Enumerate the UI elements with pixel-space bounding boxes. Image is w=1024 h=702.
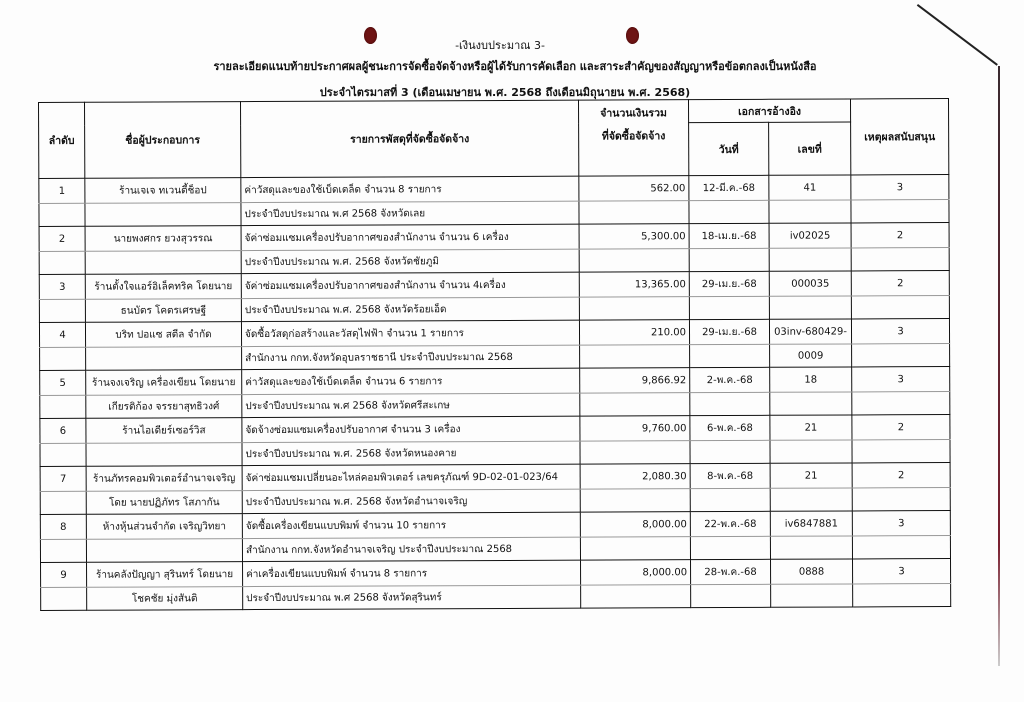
ref-date-cont xyxy=(690,536,770,559)
vendor-name: ร้านภัทรคอมพิวเตอร์อำนาจเจริญ xyxy=(86,466,242,492)
reason-code-cont xyxy=(853,584,951,607)
col-header-vendor: ชื่อผู้ประกอบการ xyxy=(85,102,241,179)
item-description: ค่าวัสดุและของใช้เบ็ดเตล็ด จำนวน 6 รายการ xyxy=(242,368,580,394)
item-description-cont: ประจำปีงบประมาณ พ.ศ. 2568 จังหวัดหนองคาย xyxy=(242,441,580,465)
vendor-name-cont: เกียรติก้อง จรรยาสุทธิวงศ์ xyxy=(86,395,242,419)
amount-cont xyxy=(579,249,689,272)
col-header-reason: เหตุผลสนับสนุน xyxy=(850,99,948,175)
ref-date: 2-พ.ค.-68 xyxy=(690,367,770,392)
ref-number-cont xyxy=(771,584,853,607)
vendor-name: ร้านตั้งใจแอร์อิเล็คทริค โดยนาย xyxy=(85,274,241,300)
ref-date: 22-พ.ค.-68 xyxy=(690,511,770,536)
col-header-items: รายการพัสดุที่จัดซื้อจัดจ้าง xyxy=(241,100,579,177)
reason-code: 2 xyxy=(851,223,949,248)
reason-code-cont xyxy=(851,200,949,223)
row-number: 3 xyxy=(39,274,85,299)
amount: 562.00 xyxy=(579,176,689,201)
col-header-no: ลำดับ xyxy=(39,102,85,178)
reason-code-cont xyxy=(852,488,950,511)
reason-code-cont xyxy=(851,248,949,271)
item-description: จัค่าซ่อมแซมเปลี่ยนอะไหล่คอมพิวเตอร์ เลขครุภัณฑ์ 9D-02-01-023/64 xyxy=(242,464,580,490)
ref-date: 6-พ.ค.-68 xyxy=(690,415,770,440)
reason-code: 3 xyxy=(852,511,950,536)
vendor-name-cont xyxy=(86,347,242,371)
item-description: จัดจ้างซ่อมแซมเครื่องปรับอากาศ จำนวน 3 เครื่อง xyxy=(242,416,580,442)
ref-number-cont xyxy=(769,200,851,223)
amount-cont xyxy=(580,393,690,416)
ref-number: 41 xyxy=(769,175,851,200)
ref-number: 03inv-680429- xyxy=(769,319,851,344)
row-number-cont xyxy=(39,251,85,274)
vendor-name-cont xyxy=(86,443,242,467)
ref-number-cont xyxy=(769,296,851,319)
ref-date: 29-เม.ย.-68 xyxy=(689,319,769,344)
row-number: 5 xyxy=(40,370,86,395)
col-header-date: วันที่ xyxy=(689,122,769,175)
ref-number-cont xyxy=(770,488,852,511)
ref-date: 12-มี.ค.-68 xyxy=(689,175,769,200)
ref-number: 0888 xyxy=(771,559,853,584)
ref-date-cont xyxy=(691,584,771,607)
reason-code: 3 xyxy=(852,367,950,392)
row-number-cont xyxy=(41,587,87,610)
amount-cont xyxy=(580,537,690,560)
ref-date-cont xyxy=(690,344,770,367)
reason-code-cont xyxy=(852,536,950,559)
row-number: 8 xyxy=(40,514,86,539)
amount-cont xyxy=(580,345,690,368)
row-number: 4 xyxy=(39,322,85,347)
amount-cont xyxy=(580,441,690,464)
row-number-cont xyxy=(40,347,86,370)
ref-number: 21 xyxy=(770,415,852,440)
item-description: จัดซื้อวัสดุก่อสร้างและวัสดุไฟฟ้า จำนวน 1 รายการ xyxy=(241,320,579,346)
item-description-cont: ประจำปีงบประมาณ พ.ศ. 2568 จังหวัดร้อยเอ็ด xyxy=(241,297,579,321)
col-header-number: เลขที่ xyxy=(769,122,851,175)
ref-number-cont xyxy=(770,440,852,463)
ref-number-cont: 0009 xyxy=(770,344,852,367)
amount: 8,000.00 xyxy=(580,512,690,537)
amount-cont xyxy=(579,297,689,320)
vendor-name: ร้านเจเจ ทเวนตี้ช็อป xyxy=(85,178,241,204)
amount: 5,300.00 xyxy=(579,224,689,249)
ref-date-cont xyxy=(690,440,770,463)
col-header-ref-docs: เอกสารอ้างอิง xyxy=(688,99,850,123)
vendor-name-cont: โดย นายปฏิภัทร โสภากัน xyxy=(86,491,242,515)
reason-code: 3 xyxy=(851,319,949,344)
item-description: ค่าเครื่องเขียนแบบพิมพ์ จำนวน 8 รายการ xyxy=(243,560,581,586)
row-number-cont xyxy=(40,443,86,466)
ref-number: iv02025 xyxy=(769,223,851,248)
amount-header-line2: ที่จัดซื้อจัดจ้าง xyxy=(601,130,666,143)
row-number-cont xyxy=(40,491,86,514)
document-title: รายละเอียดแนบท้ายประกาศผลผู้ชนะการจัดซื้อจัดจ้างหรือผู้ได้รับการคัดเลือก และสาระสำคัญของสัญญาหรือข้อตกลงเป็นหนังสือ xyxy=(213,60,817,73)
item-description: จัค่าซ่อมแซมเครื่องปรับอากาศของสำนักงาน จำนวน 4เครื่อง xyxy=(241,272,579,298)
ref-date-cont xyxy=(690,392,770,415)
ref-number: 21 xyxy=(770,463,852,488)
ref-date-cont xyxy=(690,488,770,511)
amount: 13,365.00 xyxy=(579,272,689,297)
col-header-amount xyxy=(578,100,688,176)
item-description-cont: ประจำปีงบประมาณ พ.ศ. 2568 จังหวัดอำนาจเจริญ xyxy=(242,489,580,513)
vendor-name: ร้านคลังปัญญา สุรินทร์ โดยนาย xyxy=(87,562,243,588)
row-number-cont xyxy=(40,395,86,418)
amount-cont xyxy=(581,585,691,608)
row-number-cont xyxy=(39,299,85,322)
ref-date-cont xyxy=(689,248,769,271)
vendor-name: บริท ปอแซ สตีล จำกัด xyxy=(85,322,241,348)
ref-date-cont xyxy=(689,296,769,319)
vendor-name: นายพงศกร ยวงสุวรรณ xyxy=(85,226,241,252)
ref-number: 000035 xyxy=(769,271,851,296)
row-number-cont xyxy=(40,539,86,562)
vendor-name-cont: โชคชัย มุ่งสันติ xyxy=(87,587,243,611)
amount: 8,000.00 xyxy=(581,560,691,585)
amount: 9,866.92 xyxy=(580,368,690,393)
document-period: ประจำไตรมาสที่ 3 (เดือนเมษายน พ.ศ. 2568 ถึงเดือนมิถุนายน พ.ศ. 2568) xyxy=(319,86,691,99)
item-description-cont: ประจำปีงบประมาณ พ.ศ 2568 จังหวัดสุรินทร์ xyxy=(243,585,581,609)
vendor-name: ห้างหุ้นส่วนจำกัด เจริญวิทยา xyxy=(86,514,242,540)
vendor-name: ร้านจงเจริญ เครื่องเขียน โดยนาย xyxy=(86,370,242,396)
ref-date: 29-เม.ย.-68 xyxy=(689,271,769,296)
reason-code: 3 xyxy=(853,559,951,584)
row-number: 6 xyxy=(40,418,86,443)
ref-date: 28-พ.ค.-68 xyxy=(691,559,771,584)
item-description: จัดซื้อเครื่องเขียนแบบพิมพ์ จำนวน 10 รายการ xyxy=(242,512,580,538)
item-description: ค่าวัสดุและของใช้เบ็ดเตล็ด จำนวน 8 รายการ xyxy=(241,176,579,202)
amount: 210.00 xyxy=(579,320,689,345)
reason-code: 3 xyxy=(851,175,949,200)
ref-date: 8-พ.ค.-68 xyxy=(690,463,770,488)
ref-number: 18 xyxy=(770,367,852,392)
reason-code: 2 xyxy=(851,271,949,296)
row-number: 1 xyxy=(39,178,85,203)
reason-code-cont xyxy=(851,296,949,319)
amount-cont xyxy=(579,201,689,224)
vendor-name: ร้านไอเดียร์เซอร์วิส xyxy=(86,418,242,444)
ref-number-cont xyxy=(770,392,852,415)
amount: 2,080.30 xyxy=(580,464,690,489)
item-description-cont: ประจำปีงบประมาณ พ.ศ 2568 จังหวัดศรีสะเกษ xyxy=(242,393,580,417)
item-description-cont: สำนักงาน กกท.จังหวัดอุบลราชธานี ประจำปีงบประมาณ 2568 xyxy=(242,345,580,369)
row-number: 9 xyxy=(41,562,87,587)
item-description-cont: ประจำปีงบประมาณ พ.ศ. 2568 จังหวัดชัยภูมิ xyxy=(241,249,579,273)
item-description-cont: ประจำปีงบประมาณ พ.ศ 2568 จังหวัดเลย xyxy=(241,201,579,225)
vendor-name-cont xyxy=(85,251,241,275)
row-number-cont xyxy=(39,203,85,226)
row-number: 7 xyxy=(40,466,86,491)
reason-code-cont xyxy=(852,392,950,415)
amount-header-line1: จำนวนเงินรวม xyxy=(600,107,667,120)
reason-code: 2 xyxy=(852,463,950,488)
ref-date-cont xyxy=(689,200,769,223)
vendor-name-cont xyxy=(85,203,241,227)
amount-cont xyxy=(580,489,690,512)
item-description-cont: สำนักงาน กกท.จังหวัดอำนาจเจริญ ประจำปีงบประมาณ 2568 xyxy=(242,537,580,561)
item-description: จัค่าซ่อมแซมเครื่องปรับอากาศของสำนักงาน จำนวน 6 เครื่อง xyxy=(241,224,579,250)
row-number: 2 xyxy=(39,226,85,251)
ref-number-cont xyxy=(769,248,851,271)
ref-number: iv6847881 xyxy=(770,511,852,536)
vendor-name-cont xyxy=(86,539,242,563)
reason-code: 2 xyxy=(852,415,950,440)
page-edge xyxy=(998,66,1000,666)
ref-date: 18-เม.ย.-68 xyxy=(689,223,769,248)
vendor-name-cont: ธนบัตร โคตรเศรษฐี xyxy=(85,299,241,323)
budget-subtitle: -เงินงบประมาณ 3- xyxy=(455,39,545,52)
reason-code-cont xyxy=(852,344,950,367)
procurement-table xyxy=(38,98,951,611)
ref-number-cont xyxy=(770,536,852,559)
reason-code-cont xyxy=(852,440,950,463)
table-row-continuation xyxy=(41,584,951,611)
amount: 9,760.00 xyxy=(580,416,690,441)
